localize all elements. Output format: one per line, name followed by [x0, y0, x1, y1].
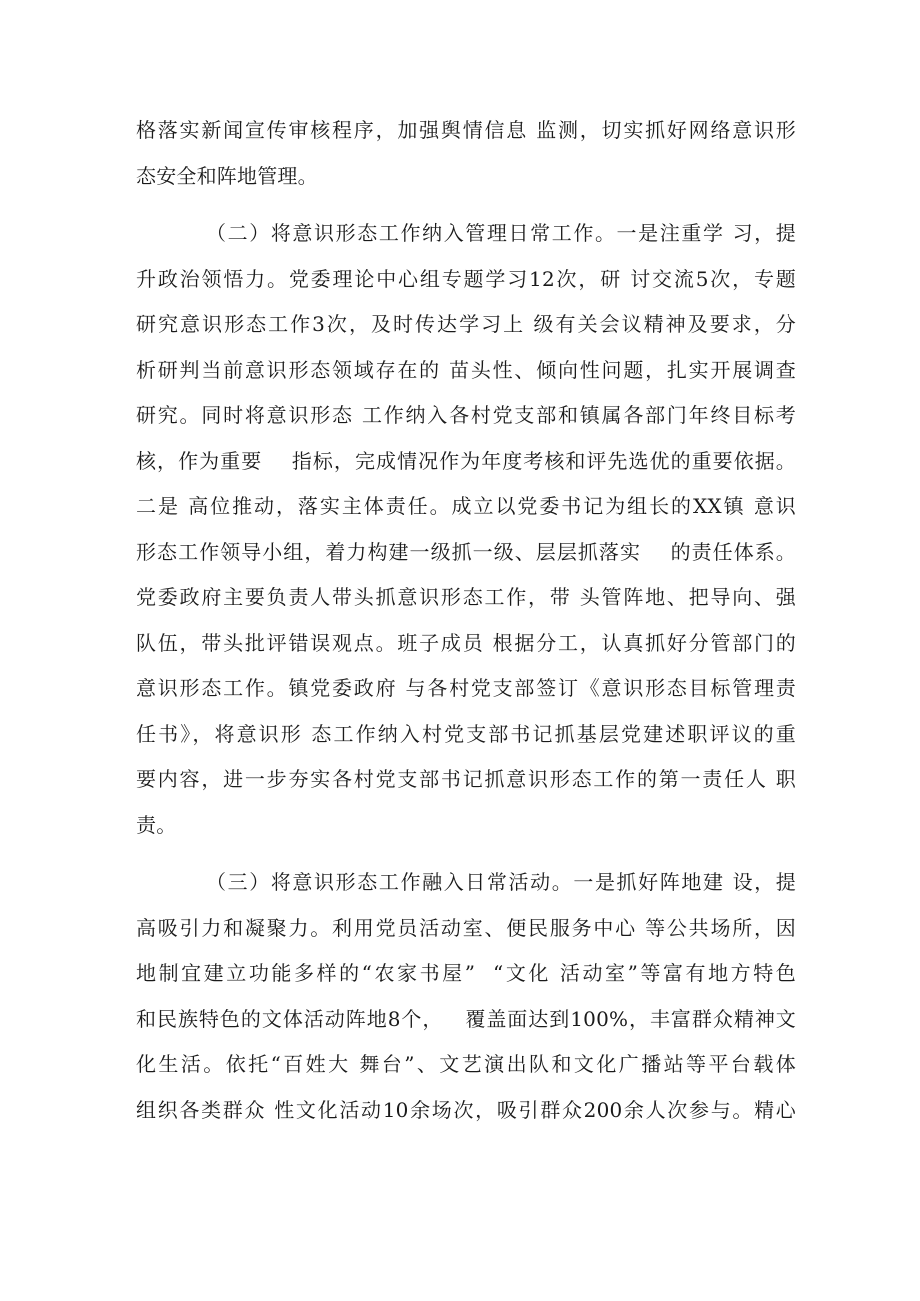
paragraph-1 — [136, 108, 796, 199]
text-line: 研究意识形态工作3次，及时传达学习上 级有关会议精神及要求，分 — [136, 312, 796, 336]
document-body — [136, 108, 796, 1133]
text-line: 格落实新闻宣传审核程序，加强舆情信息 监测，切实抓好网络意识形 — [136, 118, 796, 142]
text-line: （三）将意识形态工作融入日常活动。一是抓好阵地建 设，提 — [206, 870, 796, 894]
text-line: 高吸引力和凝聚力。利用党员活动室、便民服务中心 等公共场所，因 — [136, 915, 796, 940]
text-line: 队伍，带头批评错误观点。班子成员 根据分工，认真抓好分管部门的 — [136, 630, 796, 655]
text-line: 二是 高位推动，落实主体责任。成立以党委书记为组长的XX镇 意识 — [136, 494, 796, 518]
text-line: 形态工作领导小组，着力构建一级抓一级、层层抓落实 的责任体系。 — [136, 539, 796, 564]
text-line: 析研判当前意识形态领域存在的 苗头性、倾向性问题，扎实开展调查 — [136, 357, 796, 382]
text-line: （二）将意识形态工作纳入管理日常工作。一是注重学 习，提 — [206, 221, 796, 245]
paragraph-spacing — [136, 199, 796, 211]
paragraph-3 — [136, 860, 796, 1133]
text-line: 党委政府主要负责人带头抓意识形态工作，带 头管阵地、把导向、强 — [136, 585, 796, 609]
text-line: 核，作为重要 指标，完成情况作为年度考核和评先选优的重要依据。 — [136, 448, 796, 473]
text-line: 组织各类群众 性文化活动10余场次，吸引群众200余人次参与。精心 — [136, 1097, 796, 1122]
text-line: 研究。同时将意识形态 工作纳入各村党支部和镇属各部门年终目标考 — [136, 403, 796, 427]
text-line: 地制宜建立功能多样的“农家书屋” “文化 活动室”等富有地方特色 — [136, 961, 796, 985]
text-line: 态安全和阵地管理。 — [136, 163, 318, 188]
text-line: 责。 — [136, 812, 177, 837]
text-line: 化生活。依托“百姓大 舞台”、文艺演出队和文化广播站等平台载体 — [136, 1052, 796, 1076]
text-line: 升政治领悟力。党委理论中心组专题学习12次，研 讨交流5次，专题 — [136, 266, 796, 291]
text-line: 意识形态工作。镇党委政府 与各村党支部签订《意识形态目标管理责 — [136, 676, 796, 700]
paragraph-spacing — [136, 848, 796, 860]
paragraph-2 — [136, 211, 796, 848]
text-line: 要内容，进一步夯实各村党支部书记抓意识形态工作的第一责任人 职 — [136, 767, 796, 791]
text-line: 和民族特色的文体活动阵地8个， 覆盖面达到100%，丰富群众精神文 — [136, 1006, 796, 1031]
text-line: 任书》，将意识形 态工作纳入村党支部书记抓基层党建述职评议的重 — [136, 721, 796, 746]
